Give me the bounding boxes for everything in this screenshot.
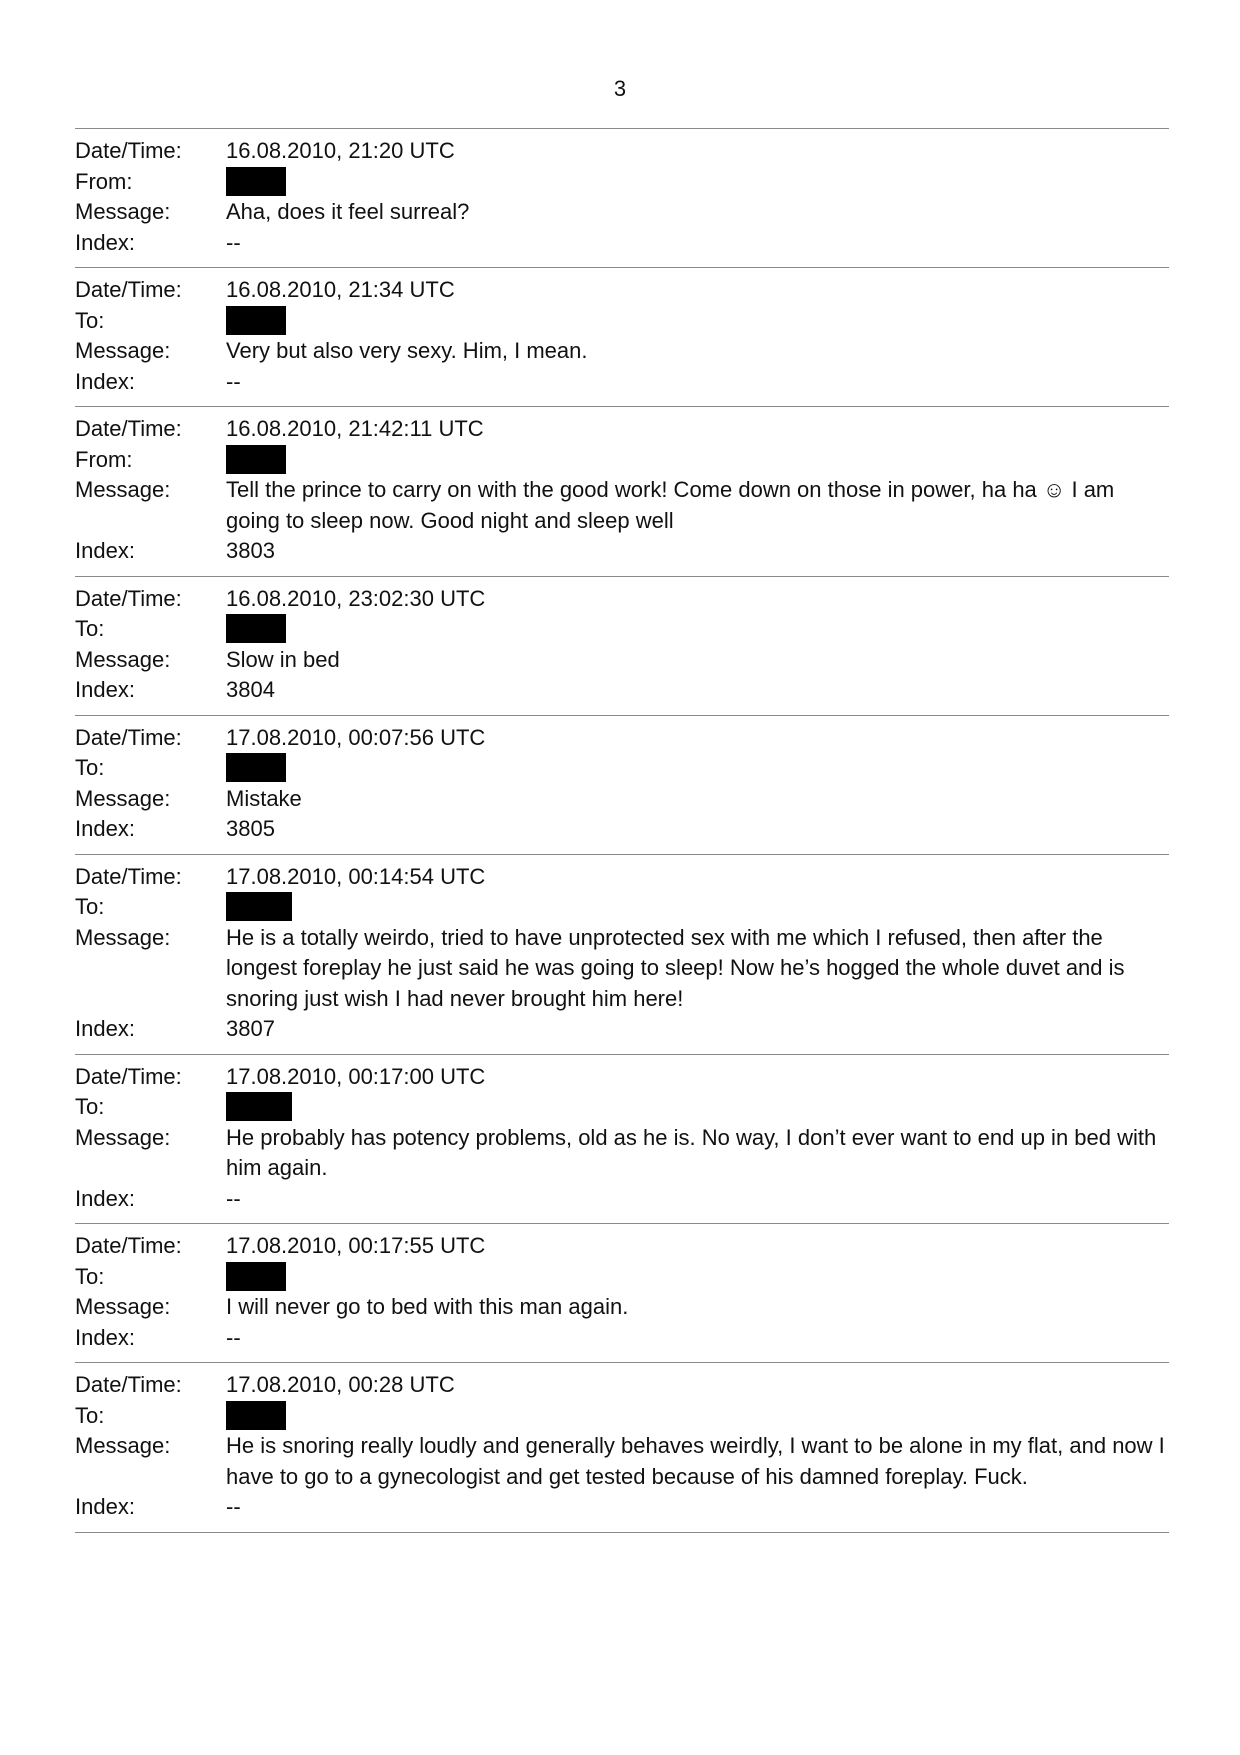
index-row (75, 1492, 1169, 1523)
party-row (75, 167, 1169, 198)
index-row (75, 228, 1169, 259)
index-value: 3805 (226, 816, 275, 841)
redaction-block (226, 445, 286, 474)
redaction-block (226, 892, 292, 921)
datetime-value: 17.08.2010, 00:17:00 UTC (226, 1063, 486, 1089)
party-row (75, 445, 1169, 476)
datetime-row (75, 1062, 1169, 1093)
message-text: He probably has potency problems, old as he is. No way, I don’t ever want to end up in bed with him again. (226, 1124, 1157, 1180)
redaction-block (226, 167, 286, 196)
message-records (75, 128, 1169, 1533)
message-label: Message: (75, 199, 171, 224)
message-text: Mistake (226, 785, 302, 811)
datetime-label: Date/Time: (75, 724, 182, 750)
party-row (75, 892, 1169, 923)
direction-label: To: (75, 1094, 105, 1119)
message-row (75, 1292, 1169, 1323)
datetime-value: 16.08.2010, 21:42:11 UTC (226, 416, 484, 441)
datetime-value: 16.08.2010, 23:02:30 UTC (226, 585, 486, 611)
direction-label: To: (75, 1263, 105, 1289)
message-row (75, 1123, 1169, 1184)
redaction-block (226, 1262, 286, 1291)
message-record (75, 128, 1169, 267)
message-text: He is snoring really loudly and generally behaves weirdly, I want to be alone in my flat, and now I have to go to a gynecologist and get tested because of his damned foreplay. Fuck. (226, 1433, 1165, 1489)
message-row (75, 1431, 1169, 1492)
message-text: Very but also very sexy. Him, I mean. (226, 338, 588, 363)
direction-label: To: (75, 616, 105, 641)
datetime-value: 17.08.2010, 00:14:54 UTC (226, 863, 486, 889)
message-row (75, 336, 1169, 367)
index-value: -- (226, 1185, 241, 1211)
message-label: Message: (75, 1124, 171, 1150)
index-label: Index: (75, 1185, 135, 1211)
index-label: Index: (75, 1494, 135, 1519)
index-label: Index: (75, 368, 135, 394)
message-record (75, 406, 1169, 576)
index-label: Index: (75, 538, 135, 563)
message-text: Tell the prince to carry on with the good work! Come down on those in power, ha ha ☺ I am going to sleep now. Good night and sleep well (226, 477, 1115, 533)
party-row (75, 1092, 1169, 1123)
datetime-row (75, 584, 1169, 615)
datetime-label: Date/Time: (75, 1372, 182, 1397)
index-row (75, 1323, 1169, 1354)
message-label: Message: (75, 338, 171, 363)
index-value: -- (226, 1494, 241, 1519)
index-label: Index: (75, 1324, 135, 1350)
index-row (75, 814, 1169, 845)
message-text: He is a totally weirdo, tried to have unprotected sex with me which I refused, then after the longest foreplay he just said he was going to sleep! Now he’s hogged the whole duvet and is snoring just wish I had never brought him here! (226, 924, 1125, 1011)
datetime-row (75, 862, 1169, 893)
direction-label: To: (75, 307, 105, 333)
datetime-value: 16.08.2010, 21:20 UTC (226, 138, 455, 163)
party-row (75, 1401, 1169, 1432)
message-row (75, 645, 1169, 676)
message-label: Message: (75, 924, 171, 950)
message-row (75, 197, 1169, 228)
message-record (75, 1223, 1169, 1362)
message-label: Message: (75, 1433, 171, 1458)
index-row (75, 536, 1169, 567)
message-label: Message: (75, 785, 171, 811)
direction-label: From: (75, 168, 133, 194)
redaction-block (226, 614, 286, 643)
index-label: Index: (75, 1016, 135, 1041)
message-record (75, 1362, 1169, 1533)
party-row (75, 753, 1169, 784)
page-number: 3 (613, 76, 627, 101)
message-label: Message: (75, 646, 171, 672)
direction-label: From: (75, 446, 133, 472)
datetime-label: Date/Time: (75, 585, 182, 611)
datetime-value: 17.08.2010, 00:28 UTC (226, 1372, 455, 1397)
index-label: Index: (75, 677, 135, 702)
redaction-block (226, 1401, 286, 1430)
datetime-row (75, 1370, 1169, 1401)
index-value: -- (226, 368, 241, 394)
datetime-row (75, 1231, 1169, 1262)
datetime-label: Date/Time: (75, 138, 182, 163)
index-value: 3804 (226, 677, 275, 702)
direction-label: To: (75, 1402, 105, 1428)
message-text: I will never go to bed with this man again. (226, 1294, 629, 1319)
message-label: Message: (75, 1294, 171, 1319)
message-text: Aha, does it feel surreal? (226, 199, 470, 224)
index-label: Index: (75, 816, 135, 841)
index-value: 3807 (226, 1016, 275, 1041)
redaction-block (226, 1092, 292, 1121)
message-record (75, 715, 1169, 854)
index-row (75, 1014, 1169, 1045)
datetime-row (75, 136, 1169, 167)
index-value: -- (226, 1324, 241, 1350)
direction-label: To: (75, 755, 105, 780)
datetime-row (75, 275, 1169, 306)
index-value: 3803 (226, 538, 275, 563)
datetime-value: 17.08.2010, 00:07:56 UTC (226, 724, 486, 750)
datetime-label: Date/Time: (75, 277, 182, 302)
index-row (75, 367, 1169, 398)
party-row (75, 614, 1169, 645)
direction-label: To: (75, 894, 105, 919)
index-row (75, 675, 1169, 706)
message-row (75, 784, 1169, 815)
datetime-label: Date/Time: (75, 1063, 182, 1089)
datetime-value: 17.08.2010, 00:17:55 UTC (226, 1233, 486, 1258)
party-row (75, 306, 1169, 337)
redaction-block (226, 306, 286, 335)
message-row (75, 475, 1169, 536)
datetime-label: Date/Time: (75, 863, 182, 889)
message-label: Message: (75, 477, 171, 502)
index-row (75, 1184, 1169, 1215)
datetime-label: Date/Time: (75, 1233, 182, 1258)
message-record (75, 854, 1169, 1054)
datetime-row (75, 723, 1169, 754)
message-text: Slow in bed (226, 646, 340, 672)
message-row (75, 923, 1169, 1015)
message-record (75, 576, 1169, 715)
message-record (75, 1054, 1169, 1224)
message-record (75, 267, 1169, 406)
datetime-value: 16.08.2010, 21:34 UTC (226, 277, 455, 302)
index-value: -- (226, 229, 241, 255)
datetime-label: Date/Time: (75, 416, 182, 441)
redaction-block (226, 753, 286, 782)
index-label: Index: (75, 229, 135, 255)
party-row (75, 1262, 1169, 1293)
datetime-row (75, 414, 1169, 445)
